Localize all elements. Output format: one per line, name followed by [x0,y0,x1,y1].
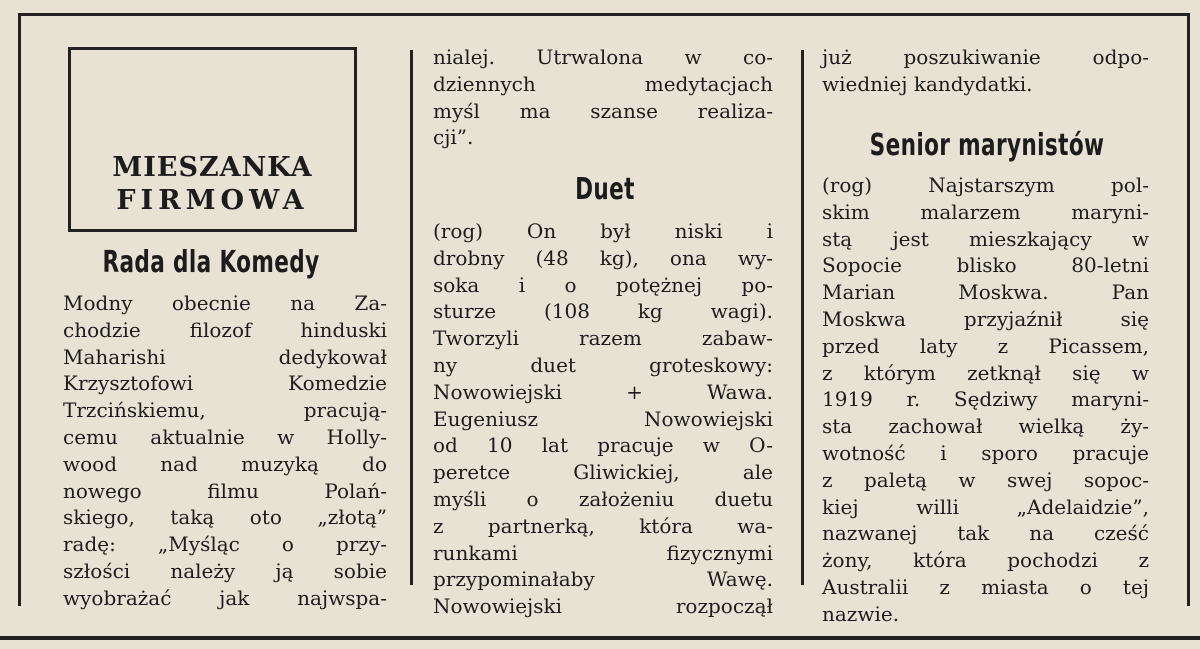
text-line: Trzcińskiemu, pracują- [63,398,387,423]
text-line: nazwie. [822,601,900,626]
text-line: runkami fizycznymi [433,540,773,565]
text-line: ny duet groteskowy: [433,353,773,377]
text-line: Moskwa przyjaźnił się [822,307,1149,331]
text-line: z którym zetknął się w [822,360,1149,385]
text-line: peretce Gliwickiej, ale [433,460,773,485]
text-line: od 10 lat pracuje w O- [433,433,773,458]
text-line: nowego filmu Polań- [63,478,387,503]
text-line: drobny (48 kg), ona wy- [433,245,773,270]
text-line: (rog) On był niski i [433,219,773,243]
text-line: 1919 r. Sędziwy maryni- [822,387,1149,412]
text-line: już poszukiwanie odpo- [822,45,1149,69]
text-line: Australii z miasta o tej [822,575,1149,599]
headline-rada-dla-komedy: Rada dla Komedy [102,245,320,280]
text-line: wyobrażać jak najwspa- [63,585,387,610]
text-line: nazwanej tak na cześć [822,521,1149,546]
text-line: wotność i sporo pracuje [822,441,1149,465]
text-line: wood nad muzyką do [63,451,387,476]
text-line: soka i o potężnej po- [433,272,773,297]
text-line: wiedniej kandydatki. [822,71,1033,96]
text-line: chodzie filozof hinduski [63,317,387,342]
text-line: radę: „Myśląc o przy- [63,532,387,557]
text-line: Krzysztofowi Komedzie [63,371,387,396]
text-line: sta zachował wielką ży- [822,414,1149,439]
masthead-line-2: FIRMOWA [116,185,309,216]
text-line: żony, która pochodzi z [822,548,1149,573]
text-line: Eugeniusz Nowowiejski [433,406,773,431]
text-line: przypominałaby Wawę. [433,567,773,592]
text-line: myśli o założeniu duetu [433,487,773,511]
text-line: z paletą w swej sopoc- [822,467,1149,492]
text-line: Nowowiejski rozpoczął [433,594,773,619]
text-line: Tworzyli razem zabaw- [433,326,773,351]
masthead-line-1: MIESZANKA [112,152,313,183]
text-line: cemu aktualnie w Holly- [63,425,387,449]
text-line: Marian Moskwa. Pan [822,280,1149,305]
text-line: skim malarzem maryni- [822,199,1149,224]
text-line: kiej willi „Adelaidzie”, [822,494,1149,519]
text-line: nialej. Utrwalona w co- [433,45,773,69]
bottom-rule [0,636,1200,640]
text-line: szłości należy ją sobie [63,559,387,583]
column-rule-2 [801,50,804,585]
text-line: dziennych medytacjach [433,71,773,96]
text-line: Nowowiejski + Wawa. [433,379,773,404]
section-masthead [68,47,357,232]
text-line: Sopocie blisko 80-letni [822,253,1149,278]
headline-duet: Duet [575,172,635,207]
column-rule-1 [410,50,413,585]
text-line: stą jest mieszkający w [822,226,1149,251]
text-line: skiego, taką oto „złotą” [63,505,387,530]
text-line: myśl ma szanse realiza- [433,98,773,123]
headline-senior-marynistow: Senior marynistów [869,128,1105,163]
text-line: Maharishi dedykował [63,344,387,369]
text-line: cji”. [433,125,474,150]
text-line: sturze (108 kg wagi). [433,299,773,324]
text-line: (rog) Najstarszym pol- [822,173,1149,197]
text-line: z partnerką, która wa- [433,513,773,538]
text-line: przed laty z Picassem, [822,333,1149,358]
text-line: Modny obecnie na Za- [63,291,387,315]
